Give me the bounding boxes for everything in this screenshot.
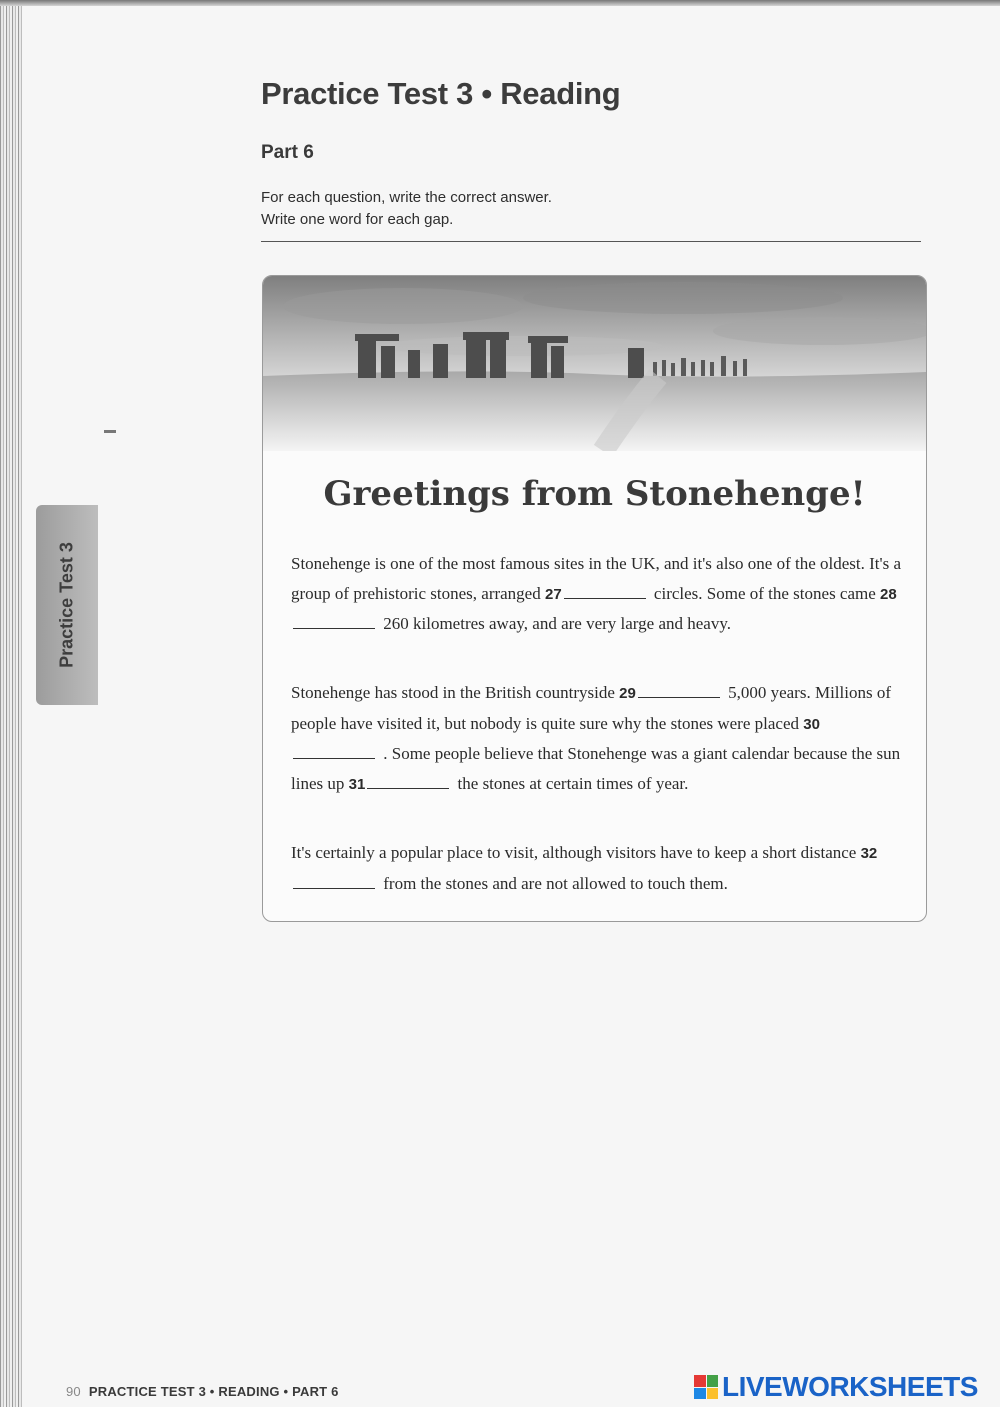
- postcard-title: Greetings from Stonehenge!: [323, 474, 866, 514]
- question-number-29: 29: [619, 685, 636, 702]
- paragraph-2-text-d: the stones at certain times of year.: [453, 773, 689, 793]
- margin-mark: [104, 430, 116, 433]
- question-number-31: 31: [348, 775, 366, 793]
- answer-gap-32[interactable]: [293, 874, 375, 889]
- answer-gap-31[interactable]: [367, 774, 449, 789]
- question-number-32: 32: [860, 845, 878, 862]
- page-footer: [66, 1384, 339, 1399]
- part-label: Part 6: [261, 142, 314, 163]
- brand-name: LIVEWORKSHEETS: [722, 1371, 978, 1402]
- answer-gap-30[interactable]: [293, 744, 375, 759]
- answer-gap-27[interactable]: [564, 584, 646, 599]
- paragraph-2-text-c: . Some people believe that Stonehenge was a giant calendar because the sun lines up: [291, 744, 901, 793]
- instruction-line-1: For each question, write the correct answer.: [261, 189, 552, 206]
- page-binding-edge: [0, 0, 22, 1407]
- paragraph-1-text-a: Stonehenge is one of the most famous sites in the UK, and it's also one of the oldest. It's a group of prehistoric stones, arranged: [291, 554, 901, 603]
- instruction-line-2: Write one word for each gap.: [261, 211, 454, 228]
- stonehenge-photo: [263, 276, 926, 451]
- question-number-27: 27: [544, 585, 562, 603]
- paragraph-2-text-b: 5,000 years. Millions of people have visited it, but nobody is quite sure why the stones were placed: [291, 683, 891, 733]
- side-tab: [36, 505, 98, 705]
- question-number-30: 30: [803, 715, 820, 733]
- page-top-edge: [0, 0, 1000, 6]
- liveworksheets-brand[interactable]: [694, 1371, 978, 1403]
- paragraph-3: [291, 838, 903, 898]
- paragraph-2: [291, 678, 903, 799]
- answer-gap-28[interactable]: [293, 614, 375, 629]
- liveworksheets-logo-icon: [694, 1375, 718, 1399]
- answer-gap-29[interactable]: [638, 683, 720, 698]
- instructions: [261, 187, 552, 231]
- page-number: 90: [66, 1384, 81, 1399]
- footer-text: PRACTICE TEST 3 • READING • PART 6: [88, 1384, 339, 1399]
- paragraph-1: [291, 549, 903, 639]
- side-tab-label: Practice Test 3: [56, 542, 77, 668]
- postcard-panel: [262, 275, 927, 922]
- paragraph-1-text-c: 260 kilometres away, and are very large and heavy.: [379, 614, 731, 633]
- paragraph-3-text-b: from the stones and are not allowed to touch them.: [379, 873, 728, 893]
- page-heading: Practice Test 3 • Reading: [261, 76, 621, 111]
- divider-rule: [261, 241, 921, 242]
- paragraph-2-text-a: Stonehenge has stood in the British countryside: [291, 683, 620, 702]
- question-number-28: 28: [880, 585, 897, 603]
- paragraph-1-text-b: circles. Some of the stones came: [649, 583, 881, 603]
- paragraph-3-text-a: It's certainly a popular place to visit, although visitors have to keep a short distance: [291, 843, 861, 862]
